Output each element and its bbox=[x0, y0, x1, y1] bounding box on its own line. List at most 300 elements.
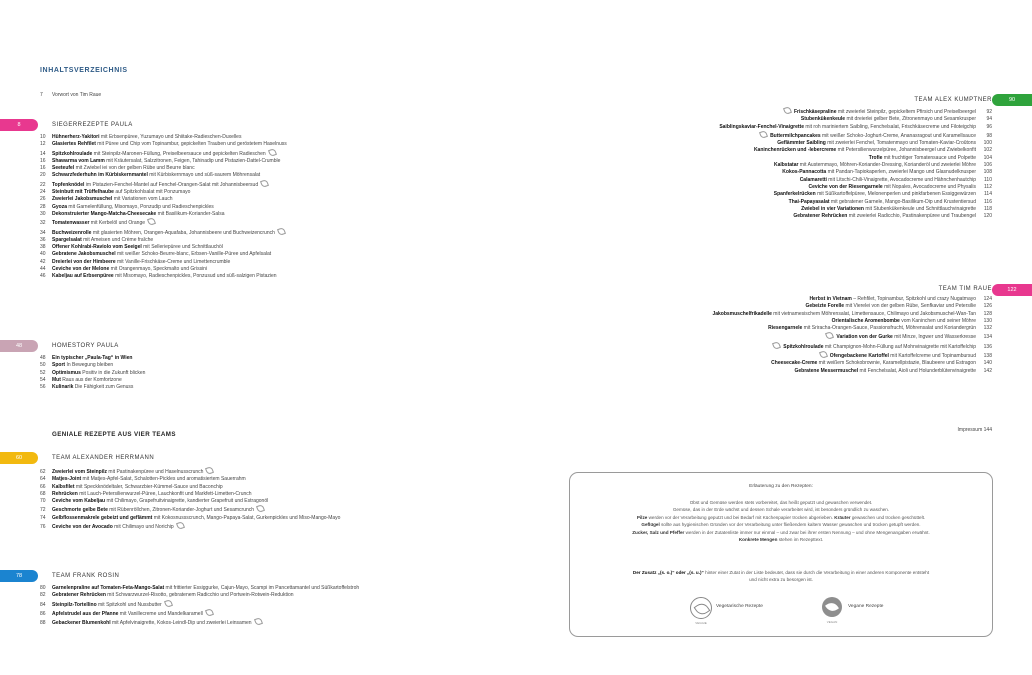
page-number: 74 bbox=[40, 514, 46, 521]
page-number: 98 bbox=[986, 132, 992, 139]
recipe-title: Gebratener Rehrücken bbox=[793, 213, 848, 220]
page-number: 102 bbox=[983, 147, 992, 154]
recipe-description: mit Kartoffelcreme und Topinambursud bbox=[888, 353, 976, 360]
page-number: 22 bbox=[40, 181, 46, 188]
page-number: 56 bbox=[40, 384, 46, 391]
recipe-description: mit Variationen vom Lauch bbox=[112, 196, 173, 203]
page-number: 80 bbox=[40, 585, 46, 591]
page-number: 114 bbox=[984, 191, 992, 198]
zusatz-note: Der Zusatz „(s. o.)“ oder „(s. u.)“ hinter einer Zutat in der Liste bedeutet, dass sie durch die Verarbeitung in einer anderen Komponente entsteht und nicht extra zu besorgen ist. bbox=[632, 570, 930, 583]
recipe-description: mit Garnelenfüllung, Misomayo, Ponzudip und Radieschenpickles bbox=[67, 203, 214, 210]
recipe-description: mit Schwarzwurzel-Risotto, gebratenem Radicchio und Portwein-Rotwein-Reduktion bbox=[105, 592, 294, 599]
recipe-title: Spitzkohlroulade bbox=[783, 343, 824, 350]
recipe-description: mit Fenchelsalat, Aioli und Holunderblütenvinaigrette bbox=[858, 367, 976, 374]
recipe-description: mit weißer Schoko-Beurre-blanc, Erbsen-Vanille-Püree und Apfelsalat bbox=[115, 251, 272, 258]
recipe-description: mit Kürbiskernmayo und süß-saurem Möhrensalat bbox=[147, 172, 261, 179]
page-number: 120 bbox=[983, 213, 992, 220]
recipe-description: mit Misomayo, Radieschenpickles, Ponzusud und süß-salzigen Pistazien bbox=[113, 273, 277, 280]
page-number: 72 bbox=[40, 507, 46, 514]
vegetarian-leaf-icon bbox=[783, 106, 792, 115]
toc-entry[interactable] bbox=[40, 244, 510, 251]
vegetarian-leaf-icon bbox=[147, 217, 156, 226]
toc-entry[interactable] bbox=[40, 370, 510, 377]
recipe-title: Gelbflossenmakrele gebeizt und geflämmt bbox=[52, 514, 153, 521]
page-number: 10 bbox=[40, 134, 46, 140]
recipe-description: mit gebratener Garnele, Mango-Basilikum-Dip und Krustentiersud bbox=[829, 198, 976, 205]
recipe-description: mit fruchtiger Tomatensauce und Polpette bbox=[882, 154, 976, 161]
recipe-description: vom Kaninchen und seiner Möhre bbox=[899, 317, 976, 324]
page-number: 40 bbox=[40, 251, 46, 258]
recipe-list bbox=[40, 585, 510, 627]
page-number: 30 bbox=[40, 210, 46, 217]
rosin-section bbox=[40, 572, 510, 627]
recipe-title: Rehrücken bbox=[52, 490, 78, 497]
genial-heading: GENIALE REZEPTE AUS VIER TEAMS bbox=[52, 431, 176, 438]
page-number: 96 bbox=[986, 123, 992, 130]
page-number: 46 bbox=[40, 273, 46, 280]
recipe-description: mit Lauch-Petersilienwurzel-Püree, Lauchkonfit und Markfett-Limetten-Crunch bbox=[77, 490, 252, 497]
recipe-title: Steinpilz-Tortellino bbox=[52, 601, 97, 608]
recipe-title: Kokos-Pannacotta bbox=[782, 169, 827, 176]
story-list bbox=[40, 355, 510, 391]
recipe-description: mit Chilimayo und Norichip bbox=[112, 524, 174, 531]
recipe-description: mit zweierlei Steinpilz, gepickeltem Pfirsich und Preiselbeergel bbox=[836, 109, 976, 115]
toc-entry[interactable] bbox=[40, 355, 510, 362]
recipe-title: Saiblingskaviar-Fenchel-Vinaigrette bbox=[719, 123, 804, 130]
toc-entry[interactable] bbox=[516, 342, 992, 351]
section-heading: HOMESTORY PAULA bbox=[52, 343, 119, 349]
recipe-description: mit Orangenmayo, Speckmalto und Grissini bbox=[109, 266, 208, 273]
vegetarian-leaf-icon bbox=[256, 504, 265, 513]
page-number: 34 bbox=[40, 229, 46, 236]
recipe-title: Gebackener Blumenkohl bbox=[52, 620, 111, 627]
toc-entry[interactable] bbox=[516, 116, 992, 123]
recipe-description: mit Ameisen und Crème fraîche bbox=[81, 236, 154, 243]
recipe-list bbox=[516, 107, 992, 220]
page-number: 64 bbox=[40, 476, 46, 483]
recipe-description: mit Pandan-Tapiokaperlen, zweierlei Mango und Glasnudelknusper bbox=[826, 169, 976, 176]
recipe-description: – Rehfilet, Topinambur, Spitzkohl und crazy Nugatmayo bbox=[851, 296, 976, 302]
recipe-description: mit Champignon-Mohn-Füllung auf Mohnvinaigrette mit Kartoffelchip bbox=[823, 343, 976, 350]
toc-entry[interactable] bbox=[40, 362, 510, 369]
page-number: 118 bbox=[984, 205, 992, 212]
page-number: 52 bbox=[40, 369, 46, 376]
page-number: 16 bbox=[40, 165, 46, 172]
page-number: 138 bbox=[983, 353, 992, 360]
recipe-title: Dekonstruierter Mango-Matcha-Cheesecake bbox=[52, 210, 157, 217]
page-number: 92 bbox=[986, 109, 992, 115]
page-number: 76 bbox=[40, 524, 46, 531]
page-number: 66 bbox=[40, 483, 46, 490]
page-number: 32 bbox=[40, 220, 46, 227]
page-number: 88 bbox=[40, 620, 46, 627]
toc-entry[interactable] bbox=[40, 218, 510, 227]
page-number: 108 bbox=[983, 169, 992, 176]
herrmann-section bbox=[40, 454, 510, 531]
recipe-description: mit Zwiebel iei von der gelben Rübe und Beurre blanc bbox=[74, 165, 195, 172]
recipe-title: Hühnerherz-Yakitori bbox=[52, 134, 100, 140]
page-number: 132 bbox=[983, 325, 992, 332]
recipe-title: Gebratene Jakobsmuschel bbox=[52, 251, 116, 258]
toc-entry[interactable] bbox=[516, 155, 992, 162]
recipe-description: mit zweierlei Radicchio, Pastinakenpüree und Traubengel bbox=[847, 213, 976, 220]
vegetarian-label: Vegetarische Rezepte bbox=[716, 604, 763, 609]
toc-entry[interactable] bbox=[516, 303, 992, 310]
recipe-title: Frischkäsepraline bbox=[793, 109, 837, 115]
toc-title: INHALTSVERZEICHNIS bbox=[40, 67, 128, 74]
page-number: 110 bbox=[984, 176, 992, 183]
toc-entry[interactable] bbox=[516, 140, 992, 147]
box-title: Erläuterung zu den Rezepten: bbox=[749, 484, 813, 489]
recipe-title: Ceviche vom Kabeljau bbox=[52, 498, 106, 505]
tab-48[interactable]: 48 bbox=[0, 340, 38, 352]
recipe-title: Ofengebackene Kartoffel bbox=[829, 353, 889, 360]
recipe-title: Thai-Papayasalat bbox=[788, 198, 830, 205]
tab-122[interactable]: 122 bbox=[992, 284, 1032, 296]
recipe-description: mit frittierter Essiggurke, Cajun-Mayo, Scampi im Pancettamantel und Süßkartoffelstroh bbox=[164, 585, 360, 591]
recipe-title: Jakobsmuschelfrikadelle bbox=[712, 310, 772, 317]
vegetarian-leaf-icon bbox=[260, 179, 269, 188]
toc-entry[interactable] bbox=[40, 273, 510, 280]
recipe-description: mit Vierelei von der gelben Rübe, Senfkaviar und Petersilie bbox=[844, 303, 976, 310]
toc-entry[interactable] bbox=[40, 180, 510, 189]
page-number: 130 bbox=[983, 317, 992, 324]
toc-entry[interactable] bbox=[516, 177, 992, 184]
vegetarian-leaf-icon bbox=[277, 227, 286, 236]
recipe-title: Buchweizenrolle bbox=[52, 229, 92, 236]
recipe-description: Die Fähigkeit zum Genuss bbox=[73, 384, 134, 391]
kumptner-section bbox=[516, 96, 992, 220]
recipe-description: mit Rübenröllchen, Zitronen-Koriander-Joghurt und Sesamcrunch bbox=[107, 507, 255, 514]
recipe-description: mit Kerbelöl und Orange bbox=[89, 220, 146, 227]
toc-entry[interactable] bbox=[40, 515, 510, 522]
toc-entry[interactable] bbox=[40, 251, 510, 258]
toc-entry[interactable] bbox=[40, 134, 510, 141]
recipe-description: mit zweierlei Fenchel, Tomatenmayo und Tomaten-Kaviar-Croûtons bbox=[825, 140, 976, 147]
recipe-title: Offener Kohlrabi-Raviolo vom Seeigel bbox=[52, 244, 142, 251]
toc-entry[interactable] bbox=[516, 325, 992, 332]
recipe-title: Buttermilchpancakes bbox=[770, 132, 821, 139]
page-number: 62 bbox=[40, 469, 46, 475]
toc-entry[interactable] bbox=[40, 592, 510, 599]
recipe-description: mit Speckknödeltaler, Schwarzbier-Kümmel-Sauce und Baconchip bbox=[74, 483, 223, 490]
recipe-title: Ceviche von der Avocado bbox=[52, 524, 113, 531]
vegetarian-leaf-icon bbox=[268, 148, 277, 157]
recipe-description: mit Nopales, Avocadocreme und Physalis bbox=[882, 183, 976, 190]
recipe-title: Spargelsalat bbox=[52, 236, 82, 243]
recipe-title: Dreierlei von der Himbeere bbox=[52, 258, 116, 265]
recipe-title: Sport bbox=[52, 362, 66, 369]
vegetarian-icon: VEGGIE bbox=[690, 597, 712, 619]
recipe-description: mit weißer Schoko-Joghurt-Creme, Ananasragout und Karamellsauce bbox=[820, 132, 976, 139]
toc-entry[interactable] bbox=[516, 191, 992, 198]
section-heading: SIEGERREZEPTE PAULA bbox=[52, 122, 133, 128]
recipe-title: Matjes-Joint bbox=[52, 476, 82, 483]
recipe-list bbox=[40, 134, 510, 281]
recipe-description: mit Vanille-Frischkäse-Creme und Limettencrumble bbox=[115, 258, 231, 265]
page-number: 134 bbox=[983, 334, 992, 341]
toc-entry[interactable] bbox=[40, 165, 510, 172]
page-number: 126 bbox=[983, 303, 992, 310]
page-number: 14 bbox=[40, 150, 46, 157]
toc-entry[interactable] bbox=[516, 296, 992, 303]
recipe-description: im Pistazien-Fenchel-Mantel auf Fenchel-Orangen-Salat mit Johannisbeersud bbox=[84, 181, 259, 188]
recipe-title: Zwiebel in vier Variationen bbox=[801, 205, 864, 212]
recipe-description: mit Minze, Ingwer und Wasserkresse bbox=[892, 334, 976, 341]
recipe-title: Variation von der Gurke bbox=[836, 334, 893, 341]
page-number: 94 bbox=[986, 116, 992, 123]
recipe-title: Topfenknödel bbox=[52, 181, 85, 188]
toc-entry[interactable] bbox=[40, 228, 510, 237]
recipe-description: mit Kräutersalat, Salzzitronen, Feigen, Tahinadip und Pistazien-Dattel-Crumble bbox=[104, 157, 281, 164]
toc-entry[interactable] bbox=[516, 199, 992, 206]
recipe-title: Seeteufel bbox=[52, 165, 75, 172]
toc-entry[interactable] bbox=[516, 131, 992, 140]
recipe-description: mit vietnamesischem Möhrensalat, Limettensauce, Chilimayo und Jakobsmuschel-Wan-Tan bbox=[771, 310, 976, 317]
vegetarian-leaf-icon bbox=[772, 341, 781, 350]
recipe-title: Kalbstatar bbox=[773, 162, 799, 169]
toc-entry[interactable] bbox=[516, 169, 992, 176]
recipe-title: Gebratener Rehrücken bbox=[52, 592, 106, 599]
page-number: 128 bbox=[983, 310, 992, 317]
recipe-title: Mut bbox=[52, 376, 61, 383]
page-number: 68 bbox=[40, 490, 46, 497]
page-number: 16 bbox=[40, 157, 46, 164]
toc-entry[interactable] bbox=[516, 206, 992, 213]
section-heading: TEAM TIM RAUE bbox=[938, 286, 992, 292]
recipe-title: Kulinarik bbox=[52, 384, 74, 391]
vegetarian-leaf-icon bbox=[825, 331, 834, 340]
vegetarian-leaf-icon bbox=[176, 521, 185, 530]
toc-entry[interactable] bbox=[40, 204, 510, 211]
recipe-description: mit Erbsenpüree, Yuzumayo und Shiitake-Radieschen-Duxelles bbox=[99, 134, 242, 140]
toc-entry[interactable] bbox=[40, 377, 510, 384]
toc-entry[interactable] bbox=[40, 158, 510, 165]
recipe-description: mit Kokosnussscrunch, Mango-Papaya-Salat, Gurkenpickles und Miso-Mango-Mayo bbox=[152, 514, 341, 521]
box-body: Obst und Gemüse werden stets vorbereitet, das heißt geputzt und gewaschen verwendet. Gemüse, das in der Erde wächst und dessen Schale verarbeitet wird, ist besonders gründlich zu waschen. Pilze werden vor der Verarbeitung geputzt und bei Bedarf mit Küchenpapier trocken abgerieben. Kräuter gewaschen und trocken geschüttelt. Geflügel sollte aus hygienischen Gründen vor der Verarbeitung unter fließendem kaltem Wasser gewaschen und trocken getupft werden. Zucker, Salz und Pfeffer werden in der Zutatenliste immer nur einmal – und zwar bei ihrer ersten Nennung – und ohne Mengenangaben erwähnt. Konkrete Mengen stehen im Rezepttext. bbox=[632, 500, 930, 543]
vegetarian-leaf-icon bbox=[759, 130, 768, 139]
right-page bbox=[516, 0, 1032, 675]
recipe-title: Gyoza bbox=[52, 203, 68, 210]
recipe-title: Spanferkelrücken bbox=[773, 191, 816, 198]
vegetarian-leaf-icon bbox=[205, 466, 214, 475]
page-number: 36 bbox=[40, 236, 46, 243]
recipe-title: Kabeljau auf Erbsenpüree bbox=[52, 273, 114, 280]
toc-entry[interactable] bbox=[516, 162, 992, 169]
toc-entry[interactable] bbox=[40, 609, 510, 618]
vegan-icon: VEGAN bbox=[822, 597, 842, 617]
page-number: 24 bbox=[40, 189, 46, 196]
toc-entry[interactable] bbox=[516, 184, 992, 191]
recipe-title: Shawarma vom Lamm bbox=[52, 157, 105, 164]
recipe-title: Cheesecake-Creme bbox=[771, 360, 818, 367]
toc-entry[interactable] bbox=[40, 491, 510, 498]
toc-entry[interactable] bbox=[40, 467, 510, 476]
recipe-title: Optimismus bbox=[52, 369, 81, 376]
recipe-title: Trofie bbox=[868, 154, 883, 161]
tab-78[interactable]: 78 bbox=[0, 570, 38, 582]
recipe-description: mit Austernmayo, Möhren-Koriander-Dressing, Korianderöl und zweierlei Möhre bbox=[798, 162, 976, 169]
vorwort: 7 Vorwort von Tim Raue bbox=[40, 92, 102, 98]
vegetarian-leaf-icon bbox=[205, 608, 214, 617]
tab-8[interactable]: 8 bbox=[0, 119, 38, 131]
toc-entry[interactable] bbox=[40, 498, 510, 505]
toc-entry[interactable] bbox=[516, 318, 992, 325]
recipe-title: Schwarzfederhuhn im Kürbiskernmantel bbox=[52, 172, 148, 179]
toc-entry[interactable] bbox=[516, 360, 992, 367]
section-heading: TEAM FRANK ROSIN bbox=[52, 573, 120, 579]
section-heading: TEAM ALEX KUMPTNER bbox=[914, 97, 992, 103]
vorwort-text: Vorwort von Tim Raue bbox=[52, 92, 102, 98]
toc-entry[interactable] bbox=[40, 505, 510, 514]
recipe-description: mit Srirach​a-Orangen-Sauce, Passionsfrucht, Möhrensalat und Koriandergrün bbox=[802, 325, 976, 332]
page-number: 44 bbox=[40, 266, 46, 273]
page-number: 116 bbox=[984, 198, 992, 205]
page-number: 48 bbox=[40, 355, 46, 361]
recipe-title: Orientalische Aromenbombe bbox=[831, 317, 900, 324]
toc-entry[interactable] bbox=[516, 332, 992, 341]
toc-entry[interactable] bbox=[516, 147, 992, 154]
page-number: 50 bbox=[40, 362, 46, 369]
toc-entry[interactable] bbox=[516, 213, 992, 220]
toc-entry[interactable] bbox=[40, 259, 510, 266]
page-number: 112 bbox=[984, 183, 992, 190]
explanation-box bbox=[569, 472, 993, 637]
recipe-title: Ceviche von der Melone bbox=[52, 266, 110, 273]
recipe-description: mit Chilimayo, Grapefruitvinaigrette, kandierter Grapefruit und Estragonöl bbox=[105, 498, 269, 505]
toc-entry[interactable] bbox=[40, 196, 510, 203]
toc-entry[interactable] bbox=[40, 585, 510, 592]
tab-90[interactable]: 90 bbox=[992, 94, 1032, 106]
toc-entry[interactable] bbox=[40, 172, 510, 179]
recipe-title: Kalbsfilet bbox=[52, 483, 75, 490]
recipe-title: Stubenkükenkeule bbox=[800, 116, 846, 123]
page-number: 26 bbox=[40, 196, 46, 203]
recipe-description: mit Stubenkükenkeule und Schnittlauchvinaigrette bbox=[863, 205, 976, 212]
toc-entry[interactable] bbox=[516, 107, 992, 116]
homestory-section bbox=[40, 342, 510, 391]
recipe-description: mit Pastinakenpüree und Haselnusscrunch bbox=[107, 469, 204, 475]
recipe-description: mit Spitzkohl und Nussbutter bbox=[96, 601, 162, 608]
recipe-title: Kaninchenrücken und -lebercreme bbox=[753, 147, 837, 154]
recipe-description: mit Vanillecreme und Mandelkaramell bbox=[118, 610, 203, 617]
recipe-title: Gebratene Messermuschel bbox=[794, 367, 859, 374]
recipe-description: mit Matjes-Apfel-Salat, Schalotten-Pickles und aromatisiertem Sauerrahm bbox=[81, 476, 246, 483]
recipe-title: Garnelenpraline auf Tomaten-Feta-Mango-Salat bbox=[52, 585, 165, 591]
vegetarian-leaf-icon bbox=[254, 617, 263, 626]
page-number: 12 bbox=[40, 141, 46, 148]
page-number: 104 bbox=[983, 154, 992, 161]
recipe-description: Positiv in die Zukunft blicken bbox=[80, 369, 146, 376]
toc-entry[interactable] bbox=[40, 266, 510, 273]
recipe-title: Geschmorte gelbe Bete bbox=[52, 507, 108, 514]
toc-entry[interactable] bbox=[40, 211, 510, 218]
toc-entry[interactable] bbox=[516, 124, 992, 131]
page-number: 82 bbox=[40, 592, 46, 599]
recipe-description: mit Basilikum-Koriander-Salsa bbox=[156, 210, 225, 217]
section-heading: TEAM ALEXANDER HERRMANN bbox=[52, 455, 155, 461]
recipe-description: mit Püree und Chip vom Topinambur, gepickelten Trauben und geröstetem Haselnuss bbox=[95, 141, 287, 148]
vegetarian-leaf-icon bbox=[819, 350, 828, 359]
page-number: 106 bbox=[983, 162, 992, 169]
recipe-description: mit glasierten Möhren, Orangen-Aquafaba, Johannisbeere und Buchweizencrunch bbox=[91, 229, 275, 236]
recipe-title: Geflämmter Saibling bbox=[777, 140, 826, 147]
recipe-description: mit Apfelvinaigrette, Kokos-Leindl-Dip und zweierlei Leinsamen bbox=[110, 620, 252, 627]
page-number: 70 bbox=[40, 498, 46, 505]
recipe-title: Herbst in Vietnam bbox=[809, 296, 852, 302]
recipe-description: mit weißem Schokobrownie, Karamellpistazie, Blaubeere und Estragon bbox=[817, 360, 976, 367]
siegerrezepte-section bbox=[40, 121, 510, 281]
toc-entry[interactable] bbox=[40, 384, 510, 391]
recipe-description: mit Litschi-Chili-Vinaigrette, Avocadocreme und Hähnchenhautchip bbox=[826, 176, 976, 183]
recipe-description: In Bewegung bleiben bbox=[65, 362, 114, 369]
recipe-title: Ceviche von der Riesengarnele bbox=[808, 183, 883, 190]
page-number: 140 bbox=[983, 360, 992, 367]
toc-entry[interactable] bbox=[40, 476, 510, 483]
page-number: 42 bbox=[40, 258, 46, 265]
toc-entry[interactable] bbox=[516, 351, 992, 360]
recipe-title: Zweierlei vom Steinpilz bbox=[52, 469, 108, 475]
toc-entry[interactable] bbox=[516, 368, 992, 375]
recipe-description: mit roh mariniertem Saibling, Fenchelsalat, Frischkäsecreme und Filoteigchip bbox=[803, 123, 976, 130]
recipe-title: Calamaretti bbox=[799, 176, 827, 183]
recipe-title: Gebeizte Forelle bbox=[805, 303, 845, 310]
recipe-description: mit dreierlei gelber Bete, Zitronenmayo und Sesamkrusper bbox=[845, 116, 976, 123]
recipe-description: mit Petersilienwurzelpüree, Johannisbeergel und Zwiebelkonfit bbox=[836, 147, 976, 154]
page-number: 142 bbox=[983, 367, 992, 374]
toc-entry[interactable] bbox=[40, 189, 510, 196]
recipe-title: Riesengarnele bbox=[768, 325, 803, 332]
page-number: 28 bbox=[40, 203, 46, 210]
toc-entry[interactable] bbox=[40, 600, 510, 609]
page-number: 86 bbox=[40, 610, 46, 617]
recipe-description: Raus aus der Komfortzone bbox=[60, 376, 122, 383]
toc-entry[interactable] bbox=[40, 237, 510, 244]
vegan-label: Vegane Rezepte bbox=[848, 604, 884, 609]
recipe-title: Spitzkohlroulade bbox=[52, 150, 93, 157]
vegetarian-leaf-icon bbox=[164, 599, 173, 608]
page-number: 84 bbox=[40, 601, 46, 608]
recipe-title: Ein typischer „Paula-Tag“ in Wien bbox=[52, 355, 133, 361]
impressum-entry[interactable]: Impressum 144 bbox=[957, 427, 992, 433]
page-number: 136 bbox=[983, 343, 992, 350]
recipe-title: Steinbutt mit Trüffelhaube bbox=[52, 189, 114, 196]
recipe-description: mit Selleriepüree und Schnittlauchöl bbox=[141, 244, 223, 251]
page-number: 100 bbox=[983, 140, 992, 147]
recipe-description: mit Süßkartoffelpüree, Melonenperlen und pinkfarbenen Essiggewürzen bbox=[815, 191, 976, 198]
recipe-list bbox=[40, 467, 510, 531]
recipe-list bbox=[516, 296, 992, 375]
raue-section bbox=[516, 285, 992, 375]
toc-entry[interactable] bbox=[40, 141, 510, 148]
toc-entry[interactable] bbox=[516, 311, 992, 318]
toc-entry[interactable] bbox=[40, 522, 510, 531]
recipe-title: Glasiertes Rehfilet bbox=[52, 141, 96, 148]
recipe-description: mit Steinpilz-Maronen-Füllung, Preiselbeersauce und gepickelten Radieschen bbox=[92, 150, 266, 157]
toc-entry[interactable] bbox=[40, 149, 510, 158]
recipe-title: Zweierlei Jakobsmuschel bbox=[52, 196, 113, 203]
recipe-title: Apfelstrudel aus der Pfanne bbox=[52, 610, 119, 617]
page-number: 54 bbox=[40, 376, 46, 383]
toc-entry[interactable] bbox=[40, 618, 510, 627]
toc-entry[interactable] bbox=[40, 484, 510, 491]
recipe-description: auf Spitzkohlsalat mit Ponzumayo bbox=[113, 189, 191, 196]
page-number: 124 bbox=[983, 296, 992, 302]
recipe-title: Tomatenwasser bbox=[52, 220, 90, 227]
page-number: 20 bbox=[40, 172, 46, 179]
page-number: 38 bbox=[40, 244, 46, 251]
tab-60[interactable]: 60 bbox=[0, 452, 38, 464]
